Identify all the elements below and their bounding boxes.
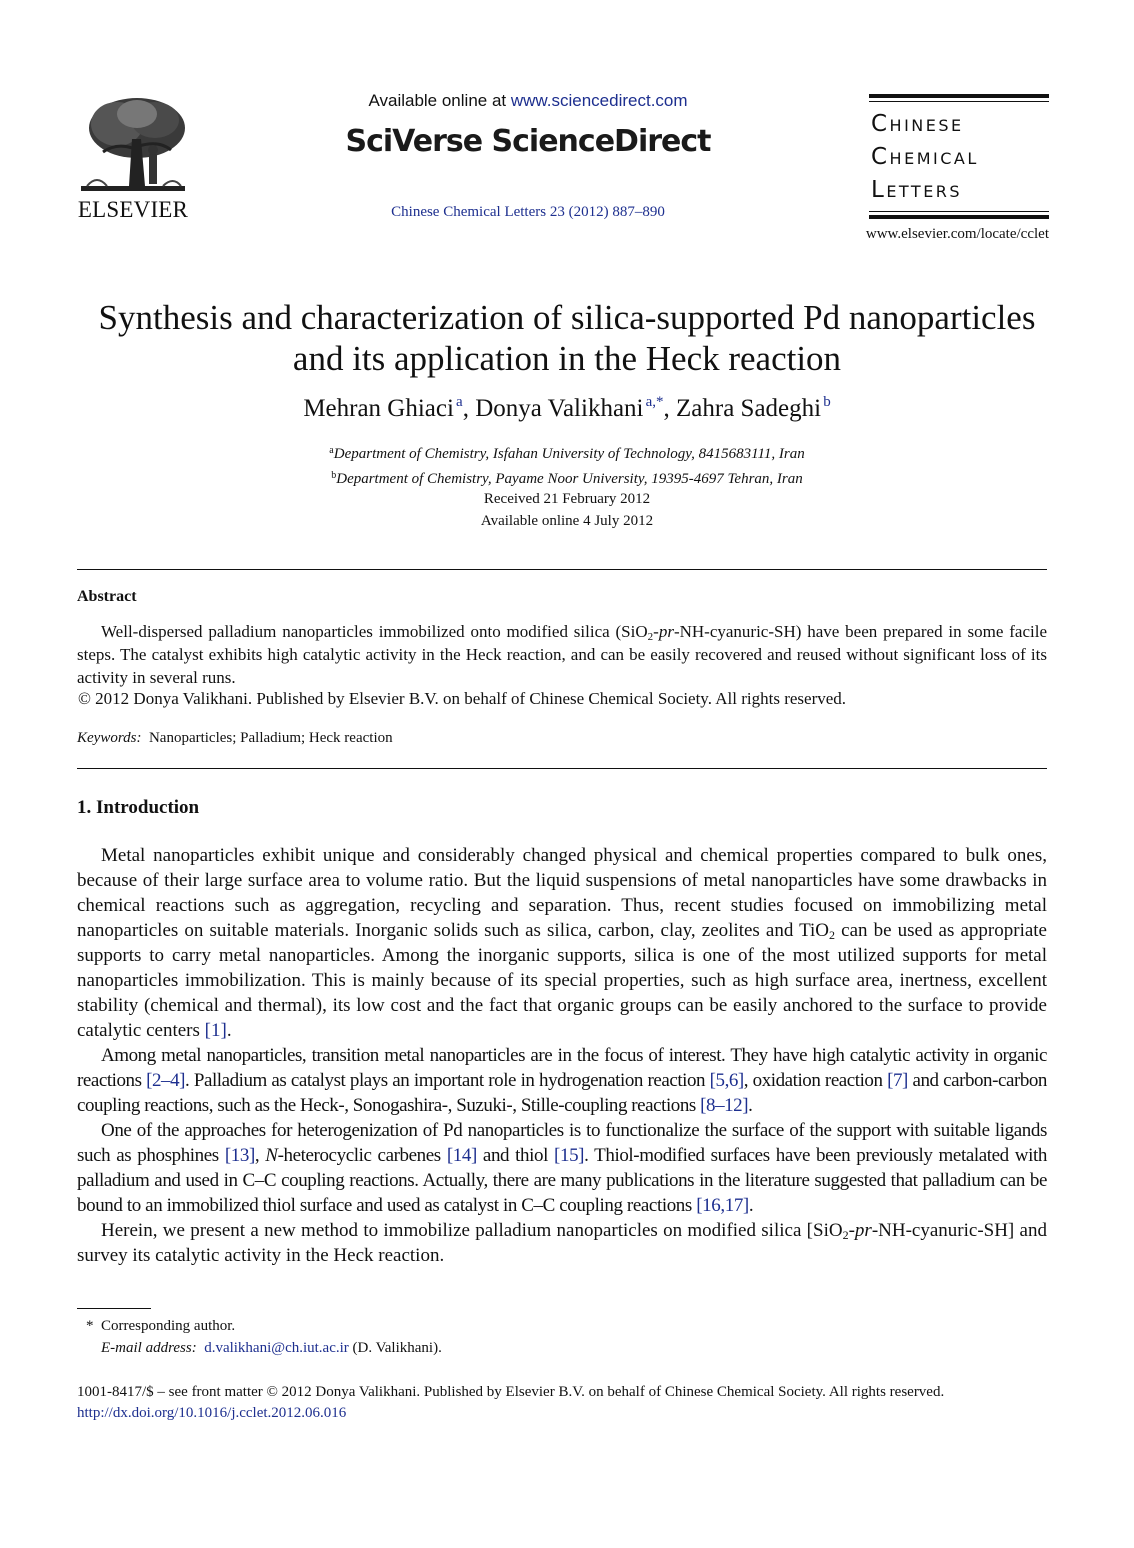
page-footer <box>77 1382 1047 1424</box>
citation-link[interactable]: [1] <box>204 1020 227 1041</box>
available-online-line <box>300 91 756 111</box>
divider <box>77 768 1047 769</box>
footnote-mark: * <box>86 1318 94 1334</box>
received-date: Received 21 February 2012 <box>483 491 651 507</box>
available-online-label: Available online at <box>368 91 507 110</box>
affiliation-text: Department of Chemistry, Isfahan University of Technology, 8415683111, Iran <box>333 446 805 462</box>
keywords <box>77 730 393 747</box>
journal-logo-line: Chinese <box>871 111 964 137</box>
email-owner: (D. Valikhani). <box>352 1340 442 1356</box>
abstract-text: Well-dispersed palladium nanoparticles immobilized onto modified silica (SiO$_2$-pr-NH-cyanuric-SH) have been prepared in some facile steps. The catalyst exhibits high catalytic activity in the Heck reaction, and can be easily recovered and reused without significant loss of its activity in several runs. <box>77 622 1047 687</box>
affiliations <box>60 440 1074 490</box>
logo-rule-bottom <box>869 215 1049 219</box>
keywords-label: Keywords: <box>77 730 142 746</box>
article-title <box>60 297 1074 379</box>
journal-logo <box>869 94 1049 219</box>
author-affiliation-mark[interactable]: a <box>456 394 463 410</box>
logo-rule-top-thin <box>869 101 1049 102</box>
email-label: E-mail address: <box>101 1340 197 1356</box>
logo-rule-bottom-thin <box>869 211 1049 212</box>
journal-logo-line: Letters <box>871 177 963 203</box>
citation-link[interactable]: [7] <box>887 1070 908 1091</box>
article-dates <box>60 488 1074 532</box>
corresponding-author-footnote <box>86 1315 442 1359</box>
affiliation-mark: b <box>331 470 337 481</box>
citation-link[interactable]: [15] <box>554 1145 585 1166</box>
sciencedirect-link[interactable]: www.sciencedirect.com <box>510 91 688 110</box>
section-heading-introduction: 1. Introduction <box>77 797 200 818</box>
author-name: Zahra Sadeghi <box>676 395 822 422</box>
title-line: Synthesis and characterization of silica-supported Pd nanoparticles <box>98 298 1036 337</box>
journal-logo-line: Chemical <box>871 144 979 170</box>
citation-link[interactable]: [5,6] <box>709 1070 744 1091</box>
title-line: and its application in the Heck reaction <box>292 339 842 378</box>
elsevier-wordmark: ELSEVIER <box>77 197 189 222</box>
affiliation <box>60 440 1074 465</box>
logo-rule-top <box>869 94 1049 98</box>
online-date: Available online 4 July 2012 <box>480 513 654 529</box>
citation-link[interactable]: [14] <box>446 1145 477 1166</box>
paragraph: Herein, we present a new method to immobilize palladium nanoparticles on modified silica [SiO$_2$-pr-NH-cyanuric-SH] and survey its catalytic activity in the Heck reaction. <box>77 1220 1047 1266</box>
citation-link[interactable]: [13] <box>224 1145 255 1166</box>
citation-link[interactable]: [2–4] <box>146 1070 185 1091</box>
introduction-body <box>77 843 1047 1268</box>
journal-url[interactable]: www.elsevier.com/locate/cclet <box>865 226 1049 242</box>
doi-link[interactable]: http://dx.doi.org/10.1016/j.cclet.2012.06.016 <box>77 1405 347 1421</box>
author-affiliation-mark[interactable]: a,* <box>645 394 664 410</box>
email-link[interactable]: d.valikhani@ch.iut.ac.ir <box>204 1340 349 1356</box>
author-affiliation-mark[interactable]: b <box>823 394 831 410</box>
author-name: Donya Valikhani <box>475 395 644 422</box>
abstract-copyright: © 2012 Donya Valikhani. Published by Elsevier B.V. on behalf of Chinese Chemical Society. All rights reserved. <box>78 689 847 708</box>
paragraph: Among metal nanoparticles, transition metal nanoparticles are in the focus of interest. They have high catalytic activity in organic reactions [2–4]. Palladium as catalyst plays an important role in hydrogenation reaction [5,6], oxidation reaction [7] and carbon-carbon coupling reactions, such as the Heck-, Sonogashira-, Suzuki-, Stille-coupling reactions [8–12]. <box>77 1045 1047 1116</box>
affiliation-text: Department of Chemistry, Payame Noor University, 19395-4697 Tehran, Iran <box>336 471 803 487</box>
abstract-heading: Abstract <box>77 588 137 605</box>
elsevier-tree-icon <box>77 94 189 194</box>
paragraph: One of the approaches for heterogenization of Pd nanoparticles is to functionalize the surface of the support with suitable ligands such as phosphines [13], N-heterocyclic carbenes [14] and thiol [15]. Thiol-modified surfaces have been previously metalated with palladium and used in C–C coupling reactions. Actually, there are many publications in the literature suggested that palladium can be bound to an immobilized thiol surface and used as catalyst in C–C coupling reactions [16,17]. <box>77 1120 1047 1216</box>
affiliation-mark: a <box>329 445 334 456</box>
citation-link[interactable]: [8–12] <box>700 1095 749 1116</box>
footnote-text: Corresponding author. <box>101 1318 236 1334</box>
issn-line: 1001-8417/$ – see front matter © 2012 Donya Valikhani. Published by Elsevier B.V. on behalf of Chinese Chemical Society. All rights reserved. <box>77 1384 945 1400</box>
citation-link[interactable]: [16,17] <box>696 1195 749 1216</box>
keywords-list: Nanoparticles; Palladium; Heck reaction <box>148 730 393 746</box>
journal-citation-link[interactable]: Chinese Chemical Letters 23 (2012) 887–890 <box>391 204 665 220</box>
author-list: Mehran Ghiaci $^a$, Donya Valikhani $^{a,*}$, Zahra Sadeghi $^b$ <box>303 394 831 422</box>
sciverse-sciencedirect-logo: SciVerse ScienceDirect <box>345 124 711 159</box>
journal-logo-title <box>871 108 1049 207</box>
divider <box>77 569 1047 570</box>
elsevier-logo <box>77 94 189 224</box>
footnote-rule <box>77 1308 151 1309</box>
affiliation <box>60 465 1074 490</box>
paragraph: Metal nanoparticles exhibit unique and considerably changed physical and chemical properties compared to bulk ones, because of their large surface area to volume ratio. But the liquid suspensions of metal nanoparticles have some drawbacks in chemical reactions such as aggregation, recycling and separation. Thus, recent studies focused on immobilizing metal nanoparticles on suitable materials. Inorganic solids such as silica, carbon, clay, zeolites and TiO$_2$ can be used as appropriate supports to carry metal nanoparticles. Among the inorganic supports, silica is one of the most utilized supports for metal nanoparticles immobilization. This is mainly because of its special properties, such as high surface area, inertness, excellent stability (chemical and thermal), its low cost and the fact that organic groups can be easily anchored to the surface to provide catalytic centers [1]. <box>77 845 1047 1041</box>
author-name: Mehran Ghiaci <box>303 395 454 422</box>
